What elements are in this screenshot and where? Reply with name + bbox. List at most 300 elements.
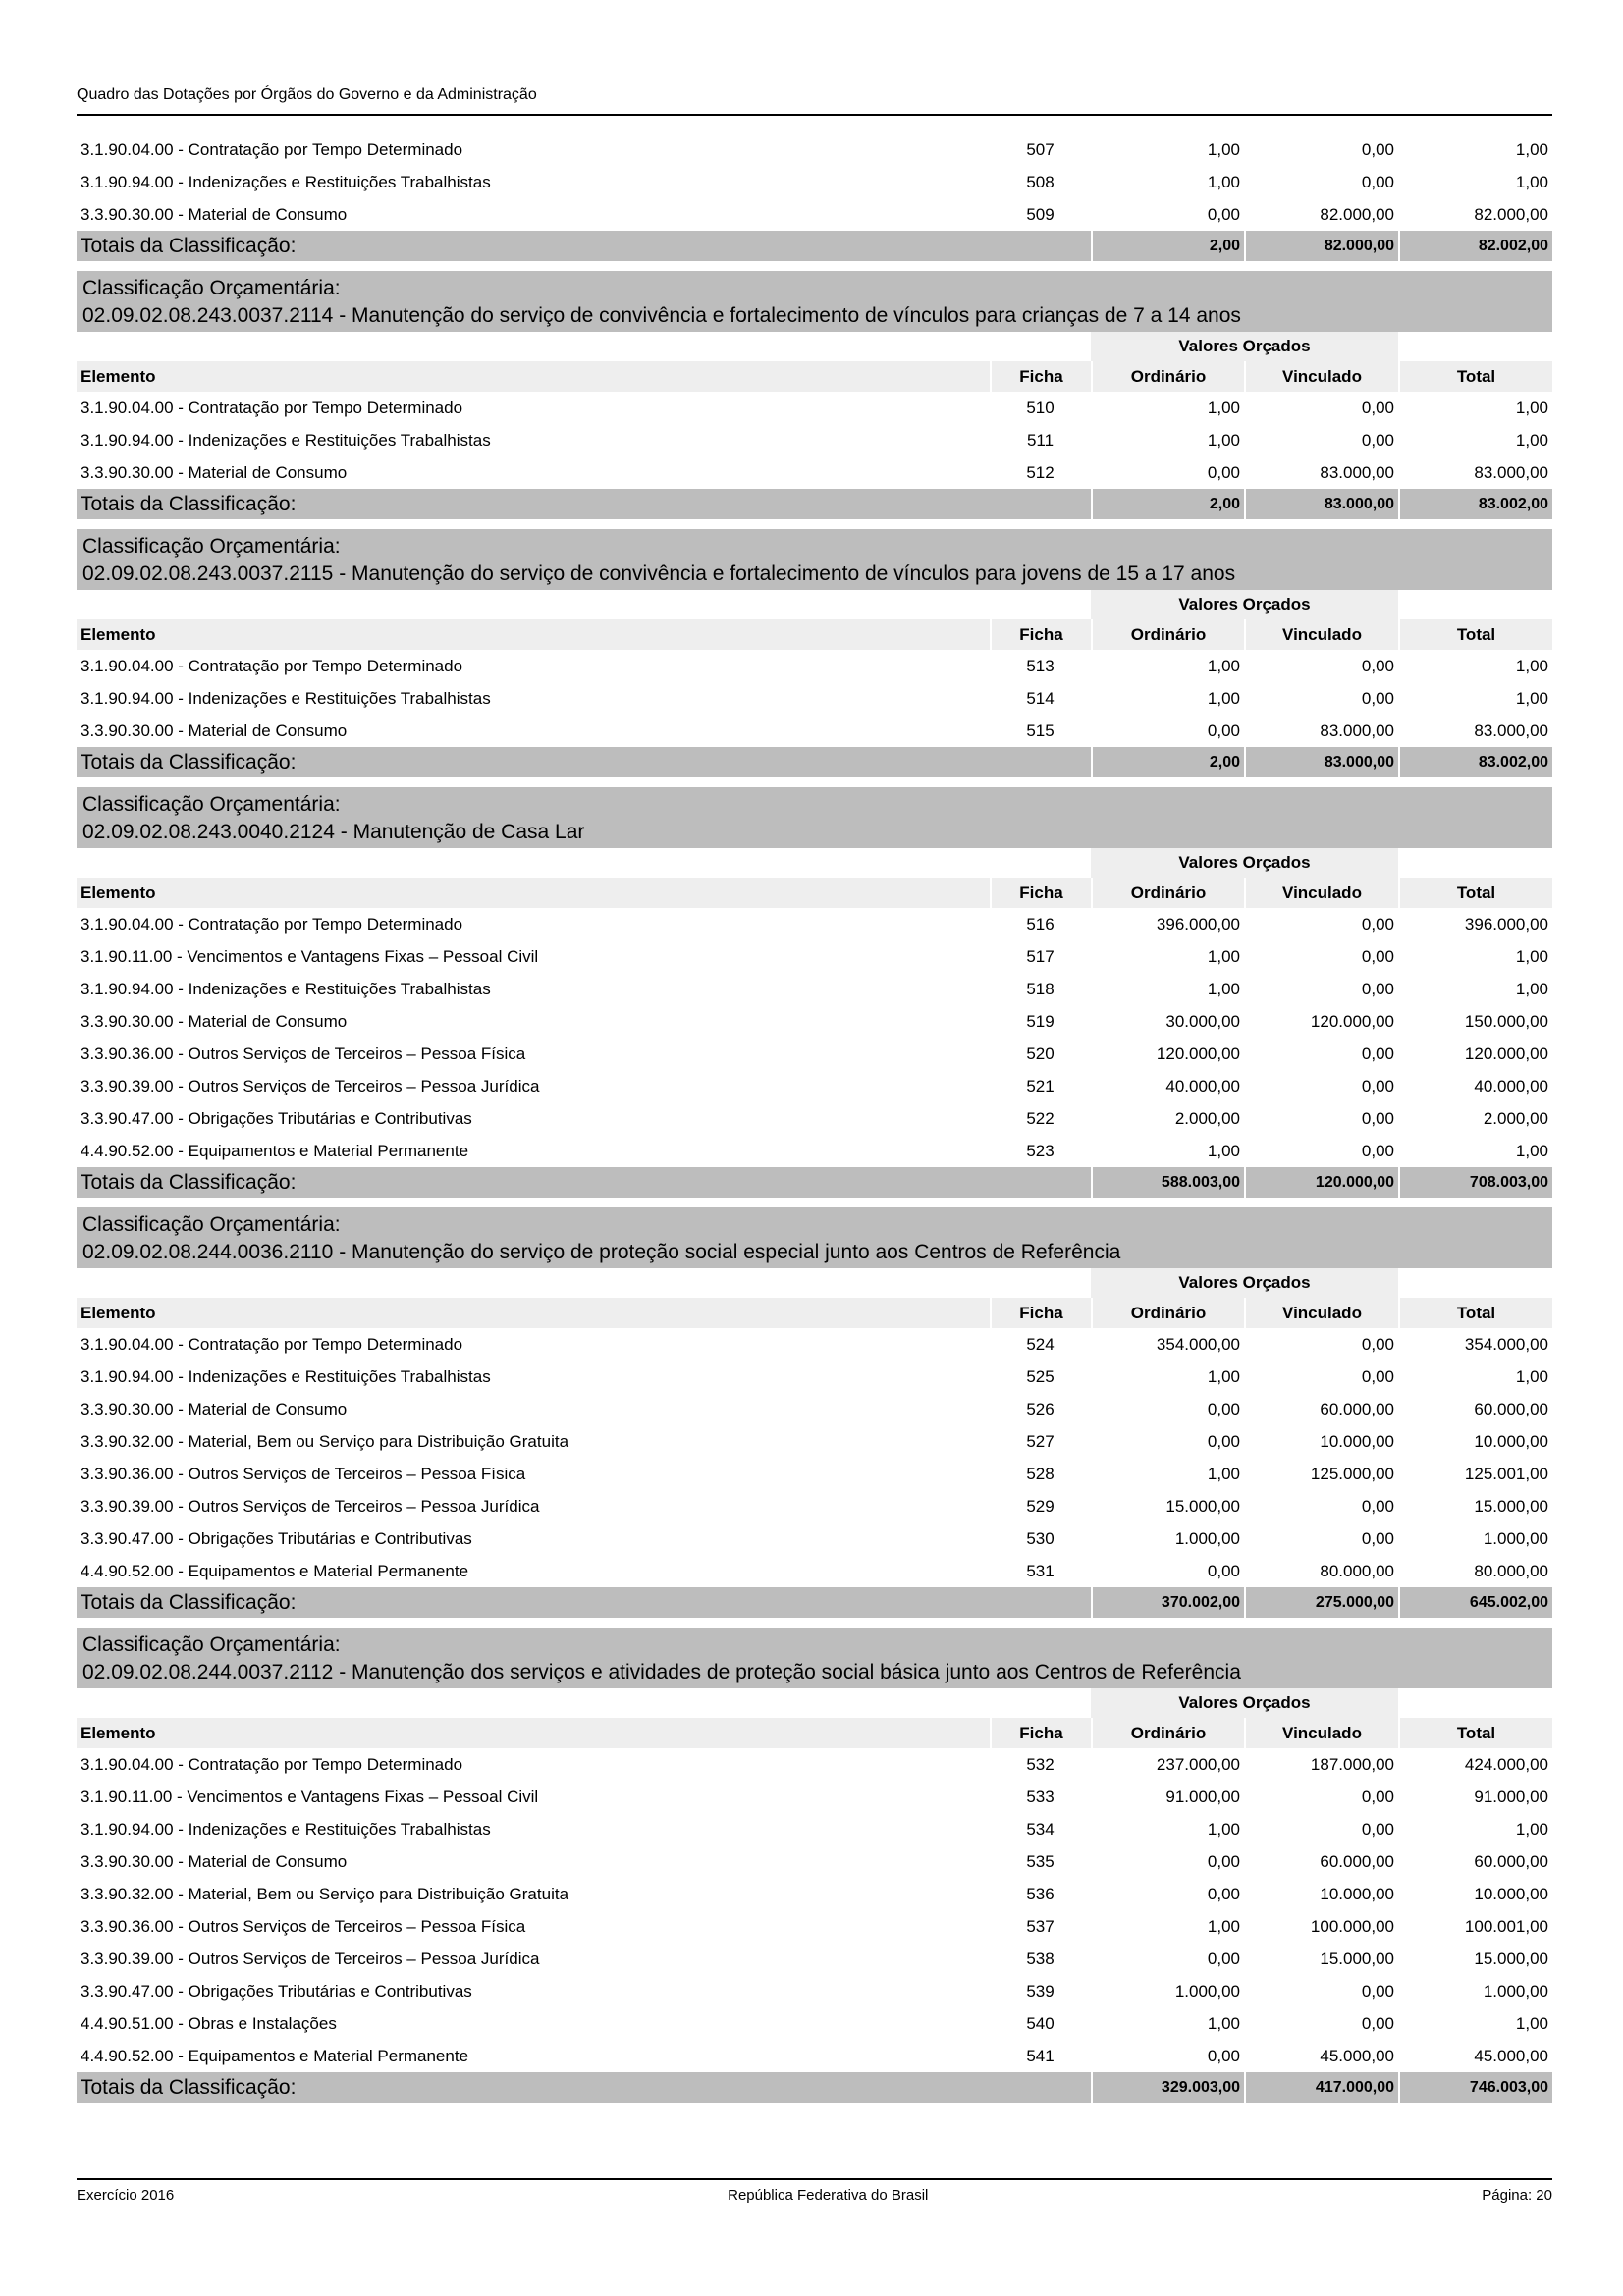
valores-orcados-label: Valores Orçados xyxy=(1091,848,1398,878)
vinculado-cell: 120.000,00 xyxy=(1310,1011,1394,1031)
ficha-cell: 523 xyxy=(1026,1141,1055,1160)
elemento-cell: 3.3.90.47.00 - Obrigações Tributárias e Contributivas xyxy=(81,1108,472,1128)
total-ordinario: 329.003,00 xyxy=(1091,2072,1244,2103)
footer-country: República Federativa do Brasil xyxy=(728,2187,929,2204)
ordinario-cell: 1,00 xyxy=(1207,1464,1240,1483)
ordinario-cell: 15.000,00 xyxy=(1165,1496,1240,1516)
vinculado-cell: 15.000,00 xyxy=(1320,1949,1394,1968)
elemento-cell: 3.3.90.47.00 - Obrigações Tributárias e Contributivas xyxy=(81,1981,472,2001)
elemento-cell: 3.3.90.30.00 - Material de Consumo xyxy=(81,1851,348,1871)
ordinario-cell: 0,00 xyxy=(1207,1851,1240,1871)
valores-orcados-header xyxy=(77,332,1552,361)
classification-totals-row xyxy=(77,231,1552,261)
classification-code: 02.09.02.08.244.0037.2112 - Manutenção dos serviços e atividades de proteção social básica junto aos Centros de Referência xyxy=(82,1661,1241,1683)
column-header-total: Total xyxy=(1398,1298,1552,1328)
ordinario-cell: 1,00 xyxy=(1207,946,1240,966)
vinculado-cell: 100.000,00 xyxy=(1310,1916,1394,1936)
ficha-cell: 514 xyxy=(1026,688,1055,708)
total-cell: 1,00 xyxy=(1515,946,1548,966)
total-cell: 82.000,00 xyxy=(1474,204,1548,224)
elemento-cell: 3.1.90.04.00 - Contratação por Tempo Determinado xyxy=(81,1334,463,1354)
total-cell: 1,00 xyxy=(1515,2013,1548,2033)
valores-orcados-label: Valores Orçados xyxy=(1091,332,1398,361)
column-header-total: Total xyxy=(1398,361,1552,392)
spacer-cell xyxy=(77,261,1552,271)
classification-title xyxy=(77,787,1552,848)
vinculado-cell: 187.000,00 xyxy=(1310,1754,1394,1774)
empty-cell xyxy=(990,1587,1091,1618)
column-header-ordinario: Ordinário xyxy=(1091,619,1244,650)
table-row xyxy=(77,1328,1552,1361)
column-header-ficha: Ficha xyxy=(990,619,1091,650)
elemento-cell: 3.3.90.30.00 - Material de Consumo xyxy=(81,1011,348,1031)
empty-cell xyxy=(77,590,1091,619)
elemento-cell: 3.1.90.94.00 - Indenizações e Restituições Trabalhistas xyxy=(81,172,491,191)
ordinario-cell: 0,00 xyxy=(1207,1399,1240,1418)
document-title: Quadro das Dotações por Órgãos do Governo e da Administração xyxy=(77,86,537,103)
vinculado-cell: 0,00 xyxy=(1361,430,1394,450)
elemento-cell: 3.3.90.30.00 - Material de Consumo xyxy=(81,721,348,740)
ordinario-cell: 1,00 xyxy=(1207,398,1240,417)
ordinario-cell: 1,00 xyxy=(1207,688,1240,708)
valores-orcados-header xyxy=(77,1268,1552,1298)
ficha-cell: 536 xyxy=(1026,1884,1055,1903)
ficha-cell: 534 xyxy=(1026,1819,1055,1839)
elemento-cell: 3.3.90.32.00 - Material, Bem ou Serviço para Distribuição Gratuita xyxy=(81,1431,569,1451)
total-total: 708.003,00 xyxy=(1398,1167,1552,1198)
table-row xyxy=(77,1458,1552,1490)
total-cell: 60.000,00 xyxy=(1474,1851,1548,1871)
elemento-cell: 3.3.90.39.00 - Outros Serviços de Terceiros – Pessoa Jurídica xyxy=(81,1949,540,1968)
vinculado-cell: 0,00 xyxy=(1361,1981,1394,2001)
empty-cell xyxy=(1398,1268,1552,1298)
table-row xyxy=(77,1943,1552,1975)
budget-table xyxy=(77,133,1552,2103)
ficha-cell: 533 xyxy=(1026,1787,1055,1806)
ordinario-cell: 40.000,00 xyxy=(1165,1076,1240,1095)
classification-label: Classificação Orçamentária: xyxy=(82,535,341,558)
total-cell: 1,00 xyxy=(1515,430,1548,450)
ordinario-cell: 1,00 xyxy=(1207,979,1240,998)
total-cell: 150.000,00 xyxy=(1464,1011,1548,1031)
elemento-cell: 4.4.90.52.00 - Equipamentos e Material Permanente xyxy=(81,2046,469,2065)
vinculado-cell: 45.000,00 xyxy=(1320,2046,1394,2065)
classification-code: 02.09.02.08.244.0036.2110 - Manutenção do serviço de proteção social especial junto aos Centros de Referência xyxy=(82,1241,1121,1263)
table-row xyxy=(77,1975,1552,2007)
ficha-cell: 537 xyxy=(1026,1916,1055,1936)
total-ordinario: 2,00 xyxy=(1091,489,1244,519)
ficha-cell: 511 xyxy=(1026,430,1055,450)
total-cell: 83.000,00 xyxy=(1474,721,1548,740)
vinculado-cell: 83.000,00 xyxy=(1320,721,1394,740)
totals-label: Totais da Classificação: xyxy=(77,231,990,261)
vinculado-cell: 0,00 xyxy=(1361,1528,1394,1548)
table-row xyxy=(77,424,1552,456)
ordinario-cell: 1,00 xyxy=(1207,139,1240,159)
total-vinculado: 83.000,00 xyxy=(1244,747,1398,777)
empty-cell xyxy=(990,1167,1091,1198)
vinculado-cell: 0,00 xyxy=(1361,688,1394,708)
ficha-cell: 509 xyxy=(1026,204,1055,224)
vinculado-cell: 0,00 xyxy=(1361,1496,1394,1516)
ordinario-cell: 237.000,00 xyxy=(1156,1754,1240,1774)
table-row xyxy=(77,1070,1552,1102)
ficha-cell: 515 xyxy=(1026,721,1055,740)
ficha-cell: 529 xyxy=(1026,1496,1055,1516)
table-row xyxy=(77,1102,1552,1135)
classification-code: 02.09.02.08.243.0037.2114 - Manutenção do serviço de convivência e fortalecimento de vínculos para crianças de 7 a 14 anos xyxy=(82,304,1241,327)
budget-report xyxy=(77,133,1552,2103)
valores-orcados-label: Valores Orçados xyxy=(1091,590,1398,619)
spacer-cell xyxy=(77,777,1552,787)
total-total: 82.002,00 xyxy=(1398,231,1552,261)
column-header-vinculado: Vinculado xyxy=(1244,619,1398,650)
table-row xyxy=(77,1393,1552,1425)
vinculado-cell: 80.000,00 xyxy=(1320,1561,1394,1580)
ficha-cell: 519 xyxy=(1026,1011,1055,1031)
table-row xyxy=(77,1910,1552,1943)
vinculado-cell: 0,00 xyxy=(1361,1787,1394,1806)
total-cell: 15.000,00 xyxy=(1474,1496,1548,1516)
column-header-ficha: Ficha xyxy=(990,361,1091,392)
ordinario-cell: 0,00 xyxy=(1207,204,1240,224)
footer-divider xyxy=(77,2178,1552,2180)
classification-header xyxy=(77,271,1552,332)
ordinario-cell: 1,00 xyxy=(1207,430,1240,450)
footer-exercise-year: Exercício 2016 xyxy=(77,2187,175,2204)
elemento-cell: 3.1.90.94.00 - Indenizações e Restituições Trabalhistas xyxy=(81,1819,491,1839)
classification-label: Classificação Orçamentária: xyxy=(82,1213,341,1236)
ficha-cell: 532 xyxy=(1026,1754,1055,1774)
vinculado-cell: 125.000,00 xyxy=(1310,1464,1394,1483)
spacer-cell xyxy=(77,1618,1552,1628)
total-cell: 10.000,00 xyxy=(1474,1431,1548,1451)
spacer-cell xyxy=(77,519,1552,529)
vinculado-cell: 0,00 xyxy=(1361,946,1394,966)
classification-code: 02.09.02.08.243.0037.2115 - Manutenção do serviço de convivência e fortalecimento de vínculos para jovens de 15 a 17 anos xyxy=(82,562,1236,585)
total-vinculado: 417.000,00 xyxy=(1244,2072,1398,2103)
classification-label: Classificação Orçamentária: xyxy=(82,1633,341,1656)
table-row xyxy=(77,2040,1552,2072)
ordinario-cell: 0,00 xyxy=(1207,2046,1240,2065)
ficha-cell: 541 xyxy=(1026,2046,1055,2065)
table-row xyxy=(77,1361,1552,1393)
vinculado-cell: 0,00 xyxy=(1361,1076,1394,1095)
total-ordinario: 2,00 xyxy=(1091,747,1244,777)
totals-label: Totais da Classificação: xyxy=(77,489,990,519)
total-vinculado: 120.000,00 xyxy=(1244,1167,1398,1198)
table-row xyxy=(77,715,1552,747)
table-row xyxy=(77,392,1552,424)
empty-cell xyxy=(990,747,1091,777)
ordinario-cell: 120.000,00 xyxy=(1156,1043,1240,1063)
ordinario-cell: 1,00 xyxy=(1207,2013,1240,2033)
elemento-cell: 3.3.90.36.00 - Outros Serviços de Terceiros – Pessoa Física xyxy=(81,1916,526,1936)
total-cell: 354.000,00 xyxy=(1464,1334,1548,1354)
empty-cell xyxy=(77,848,1091,878)
ficha-cell: 508 xyxy=(1026,172,1055,191)
ordinario-cell: 0,00 xyxy=(1207,1949,1240,1968)
ficha-cell: 530 xyxy=(1026,1528,1055,1548)
column-header-row xyxy=(77,361,1552,392)
elemento-cell: 3.3.90.30.00 - Material de Consumo xyxy=(81,462,348,482)
spacer xyxy=(77,261,1552,271)
elemento-cell: 3.1.90.04.00 - Contratação por Tempo Determinado xyxy=(81,398,463,417)
vinculado-cell: 83.000,00 xyxy=(1320,462,1394,482)
total-cell: 1,00 xyxy=(1515,656,1548,675)
column-header-ficha: Ficha xyxy=(990,1298,1091,1328)
empty-cell xyxy=(990,231,1091,261)
classification-totals-row xyxy=(77,2072,1552,2103)
table-row xyxy=(77,1555,1552,1587)
vinculado-cell: 10.000,00 xyxy=(1320,1884,1394,1903)
classification-label: Classificação Orçamentária: xyxy=(82,793,341,816)
elemento-cell: 3.1.90.04.00 - Contratação por Tempo Determinado xyxy=(81,139,463,159)
column-header-elemento: Elemento xyxy=(77,619,990,650)
ficha-cell: 526 xyxy=(1026,1399,1055,1418)
classification-title xyxy=(77,1628,1552,1688)
ficha-cell: 517 xyxy=(1026,946,1055,966)
budget-table-body xyxy=(77,133,1552,2103)
elemento-cell: 3.3.90.30.00 - Material de Consumo xyxy=(81,204,348,224)
column-header-vinculado: Vinculado xyxy=(1244,1298,1398,1328)
totals-label: Totais da Classificação: xyxy=(77,1167,990,1198)
ficha-cell: 521 xyxy=(1026,1076,1055,1095)
total-cell: 125.001,00 xyxy=(1464,1464,1548,1483)
classification-header xyxy=(77,1207,1552,1268)
total-vinculado: 82.000,00 xyxy=(1244,231,1398,261)
elemento-cell: 3.1.90.04.00 - Contratação por Tempo Determinado xyxy=(81,1754,463,1774)
column-header-elemento: Elemento xyxy=(77,1298,990,1328)
elemento-cell: 3.3.90.39.00 - Outros Serviços de Terceiros – Pessoa Jurídica xyxy=(81,1076,540,1095)
classification-label: Classificação Orçamentária: xyxy=(82,277,341,299)
ficha-cell: 524 xyxy=(1026,1334,1055,1354)
spacer xyxy=(77,1198,1552,1207)
table-row xyxy=(77,940,1552,973)
table-row xyxy=(77,1878,1552,1910)
total-total: 746.003,00 xyxy=(1398,2072,1552,2103)
vinculado-cell: 0,00 xyxy=(1361,656,1394,675)
vinculado-cell: 0,00 xyxy=(1361,1334,1394,1354)
table-row xyxy=(77,133,1552,166)
total-cell: 45.000,00 xyxy=(1474,2046,1548,2065)
total-cell: 15.000,00 xyxy=(1474,1949,1548,1968)
column-header-ordinario: Ordinário xyxy=(1091,1298,1244,1328)
ficha-cell: 510 xyxy=(1026,398,1055,417)
total-cell: 40.000,00 xyxy=(1474,1076,1548,1095)
elemento-cell: 3.3.90.47.00 - Obrigações Tributárias e Contributivas xyxy=(81,1528,472,1548)
column-header-elemento: Elemento xyxy=(77,1718,990,1748)
empty-cell xyxy=(990,2072,1091,2103)
vinculado-cell: 0,00 xyxy=(1361,1108,1394,1128)
total-cell: 10.000,00 xyxy=(1474,1884,1548,1903)
empty-cell xyxy=(77,1268,1091,1298)
valores-orcados-header xyxy=(77,1688,1552,1718)
table-row xyxy=(77,1748,1552,1781)
total-total: 83.002,00 xyxy=(1398,747,1552,777)
totals-label: Totais da Classificação: xyxy=(77,747,990,777)
classification-totals-row xyxy=(77,489,1552,519)
table-row xyxy=(77,1135,1552,1167)
ordinario-cell: 1,00 xyxy=(1207,1141,1240,1160)
vinculado-cell: 0,00 xyxy=(1361,1366,1394,1386)
ficha-cell: 539 xyxy=(1026,1981,1055,2001)
total-cell: 424.000,00 xyxy=(1464,1754,1548,1774)
column-header-total: Total xyxy=(1398,619,1552,650)
elemento-cell: 3.1.90.94.00 - Indenizações e Restituições Trabalhistas xyxy=(81,979,491,998)
classification-totals-row xyxy=(77,1167,1552,1198)
ficha-cell: 531 xyxy=(1026,1561,1055,1580)
total-cell: 1,00 xyxy=(1515,1141,1548,1160)
total-cell: 1,00 xyxy=(1515,1366,1548,1386)
table-row xyxy=(77,682,1552,715)
total-cell: 1,00 xyxy=(1515,1819,1548,1839)
ficha-cell: 520 xyxy=(1026,1043,1055,1063)
total-cell: 1.000,00 xyxy=(1483,1528,1548,1548)
table-row xyxy=(77,1781,1552,1813)
spacer xyxy=(77,777,1552,787)
empty-cell xyxy=(1398,848,1552,878)
column-header-row xyxy=(77,1298,1552,1328)
totals-label: Totais da Classificação: xyxy=(77,2072,990,2103)
total-vinculado: 83.000,00 xyxy=(1244,489,1398,519)
totals-label: Totais da Classificação: xyxy=(77,1587,990,1618)
total-cell: 1,00 xyxy=(1515,172,1548,191)
table-row xyxy=(77,908,1552,940)
ordinario-cell: 0,00 xyxy=(1207,721,1240,740)
elemento-cell: 3.3.90.30.00 - Material de Consumo xyxy=(81,1399,348,1418)
ordinario-cell: 396.000,00 xyxy=(1156,914,1240,934)
total-cell: 1,00 xyxy=(1515,688,1548,708)
ficha-cell: 538 xyxy=(1026,1949,1055,1968)
footer-page-number: Página: 20 xyxy=(1482,2187,1552,2204)
empty-cell xyxy=(77,332,1091,361)
classification-header xyxy=(77,1628,1552,1688)
table-row xyxy=(77,1813,1552,1845)
ordinario-cell: 0,00 xyxy=(1207,462,1240,482)
vinculado-cell: 0,00 xyxy=(1361,979,1394,998)
vinculado-cell: 0,00 xyxy=(1361,914,1394,934)
ordinario-cell: 1,00 xyxy=(1207,656,1240,675)
elemento-cell: 3.3.90.36.00 - Outros Serviços de Terceiros – Pessoa Física xyxy=(81,1464,526,1483)
column-header-total: Total xyxy=(1398,1718,1552,1748)
elemento-cell: 3.1.90.04.00 - Contratação por Tempo Determinado xyxy=(81,914,463,934)
total-cell: 80.000,00 xyxy=(1474,1561,1548,1580)
column-header-vinculado: Vinculado xyxy=(1244,1718,1398,1748)
ordinario-cell: 91.000,00 xyxy=(1165,1787,1240,1806)
total-ordinario: 370.002,00 xyxy=(1091,1587,1244,1618)
page-footer xyxy=(77,2187,1552,2204)
classification-code: 02.09.02.08.243.0040.2124 - Manutenção de Casa Lar xyxy=(82,821,585,843)
classification-title xyxy=(77,1207,1552,1268)
total-cell: 2.000,00 xyxy=(1483,1108,1548,1128)
column-header-elemento: Elemento xyxy=(77,361,990,392)
elemento-cell: 3.1.90.04.00 - Contratação por Tempo Determinado xyxy=(81,656,463,675)
column-header-row xyxy=(77,619,1552,650)
total-cell: 60.000,00 xyxy=(1474,1399,1548,1418)
vinculado-cell: 0,00 xyxy=(1361,1819,1394,1839)
ordinario-cell: 1.000,00 xyxy=(1174,1981,1240,2001)
table-row xyxy=(77,1425,1552,1458)
column-header-ficha: Ficha xyxy=(990,1718,1091,1748)
ordinario-cell: 1.000,00 xyxy=(1174,1528,1240,1548)
ordinario-cell: 30.000,00 xyxy=(1165,1011,1240,1031)
classification-totals-row xyxy=(77,1587,1552,1618)
elemento-cell: 4.4.90.52.00 - Equipamentos e Material Permanente xyxy=(81,1561,469,1580)
column-header-ficha: Ficha xyxy=(990,878,1091,908)
table-row xyxy=(77,166,1552,198)
total-vinculado: 275.000,00 xyxy=(1244,1587,1398,1618)
elemento-cell: 3.3.90.36.00 - Outros Serviços de Terceiros – Pessoa Física xyxy=(81,1043,526,1063)
total-total: 645.002,00 xyxy=(1398,1587,1552,1618)
elemento-cell: 3.3.90.39.00 - Outros Serviços de Terceiros – Pessoa Jurídica xyxy=(81,1496,540,1516)
vinculado-cell: 0,00 xyxy=(1361,172,1394,191)
column-header-vinculado: Vinculado xyxy=(1244,878,1398,908)
ficha-cell: 540 xyxy=(1026,2013,1055,2033)
valores-orcados-header xyxy=(77,848,1552,878)
total-cell: 1,00 xyxy=(1515,398,1548,417)
total-cell: 83.000,00 xyxy=(1474,462,1548,482)
empty-cell xyxy=(77,1688,1091,1718)
total-cell: 91.000,00 xyxy=(1474,1787,1548,1806)
spacer-cell xyxy=(77,1198,1552,1207)
elemento-cell: 3.1.90.11.00 - Vencimentos e Vantagens Fixas – Pessoal Civil xyxy=(81,1787,539,1806)
ordinario-cell: 1,00 xyxy=(1207,1366,1240,1386)
empty-cell xyxy=(1398,590,1552,619)
ordinario-cell: 0,00 xyxy=(1207,1431,1240,1451)
ficha-cell: 516 xyxy=(1026,914,1055,934)
classification-header xyxy=(77,529,1552,590)
valores-orcados-label: Valores Orçados xyxy=(1091,1688,1398,1718)
valores-orcados-header xyxy=(77,590,1552,619)
ordinario-cell: 1,00 xyxy=(1207,1819,1240,1839)
table-row xyxy=(77,1522,1552,1555)
ficha-cell: 512 xyxy=(1026,462,1055,482)
vinculado-cell: 0,00 xyxy=(1361,1141,1394,1160)
column-header-ordinario: Ordinário xyxy=(1091,878,1244,908)
table-row xyxy=(77,2007,1552,2040)
table-row xyxy=(77,1038,1552,1070)
valores-orcados-label: Valores Orçados xyxy=(1091,1268,1398,1298)
table-row xyxy=(77,1845,1552,1878)
classification-header xyxy=(77,787,1552,848)
vinculado-cell: 0,00 xyxy=(1361,1043,1394,1063)
total-cell: 120.000,00 xyxy=(1464,1043,1548,1063)
classification-totals-row xyxy=(77,747,1552,777)
table-row xyxy=(77,456,1552,489)
empty-cell xyxy=(1398,1688,1552,1718)
elemento-cell: 4.4.90.51.00 - Obras e Instalações xyxy=(81,2013,337,2033)
ficha-cell: 507 xyxy=(1026,139,1055,159)
total-cell: 396.000,00 xyxy=(1464,914,1548,934)
ficha-cell: 513 xyxy=(1026,656,1055,675)
vinculado-cell: 0,00 xyxy=(1361,398,1394,417)
column-header-ordinario: Ordinário xyxy=(1091,1718,1244,1748)
empty-cell xyxy=(990,489,1091,519)
ficha-cell: 525 xyxy=(1026,1366,1055,1386)
ordinario-cell: 2.000,00 xyxy=(1174,1108,1240,1128)
vinculado-cell: 82.000,00 xyxy=(1320,204,1394,224)
elemento-cell: 3.1.90.11.00 - Vencimentos e Vantagens Fixas – Pessoal Civil xyxy=(81,946,539,966)
column-header-vinculado: Vinculado xyxy=(1244,361,1398,392)
total-ordinario: 588.003,00 xyxy=(1091,1167,1244,1198)
ficha-cell: 522 xyxy=(1026,1108,1055,1128)
table-row xyxy=(77,1490,1552,1522)
ordinario-cell: 0,00 xyxy=(1207,1561,1240,1580)
vinculado-cell: 10.000,00 xyxy=(1320,1431,1394,1451)
column-header-row xyxy=(77,1718,1552,1748)
table-row xyxy=(77,1005,1552,1038)
